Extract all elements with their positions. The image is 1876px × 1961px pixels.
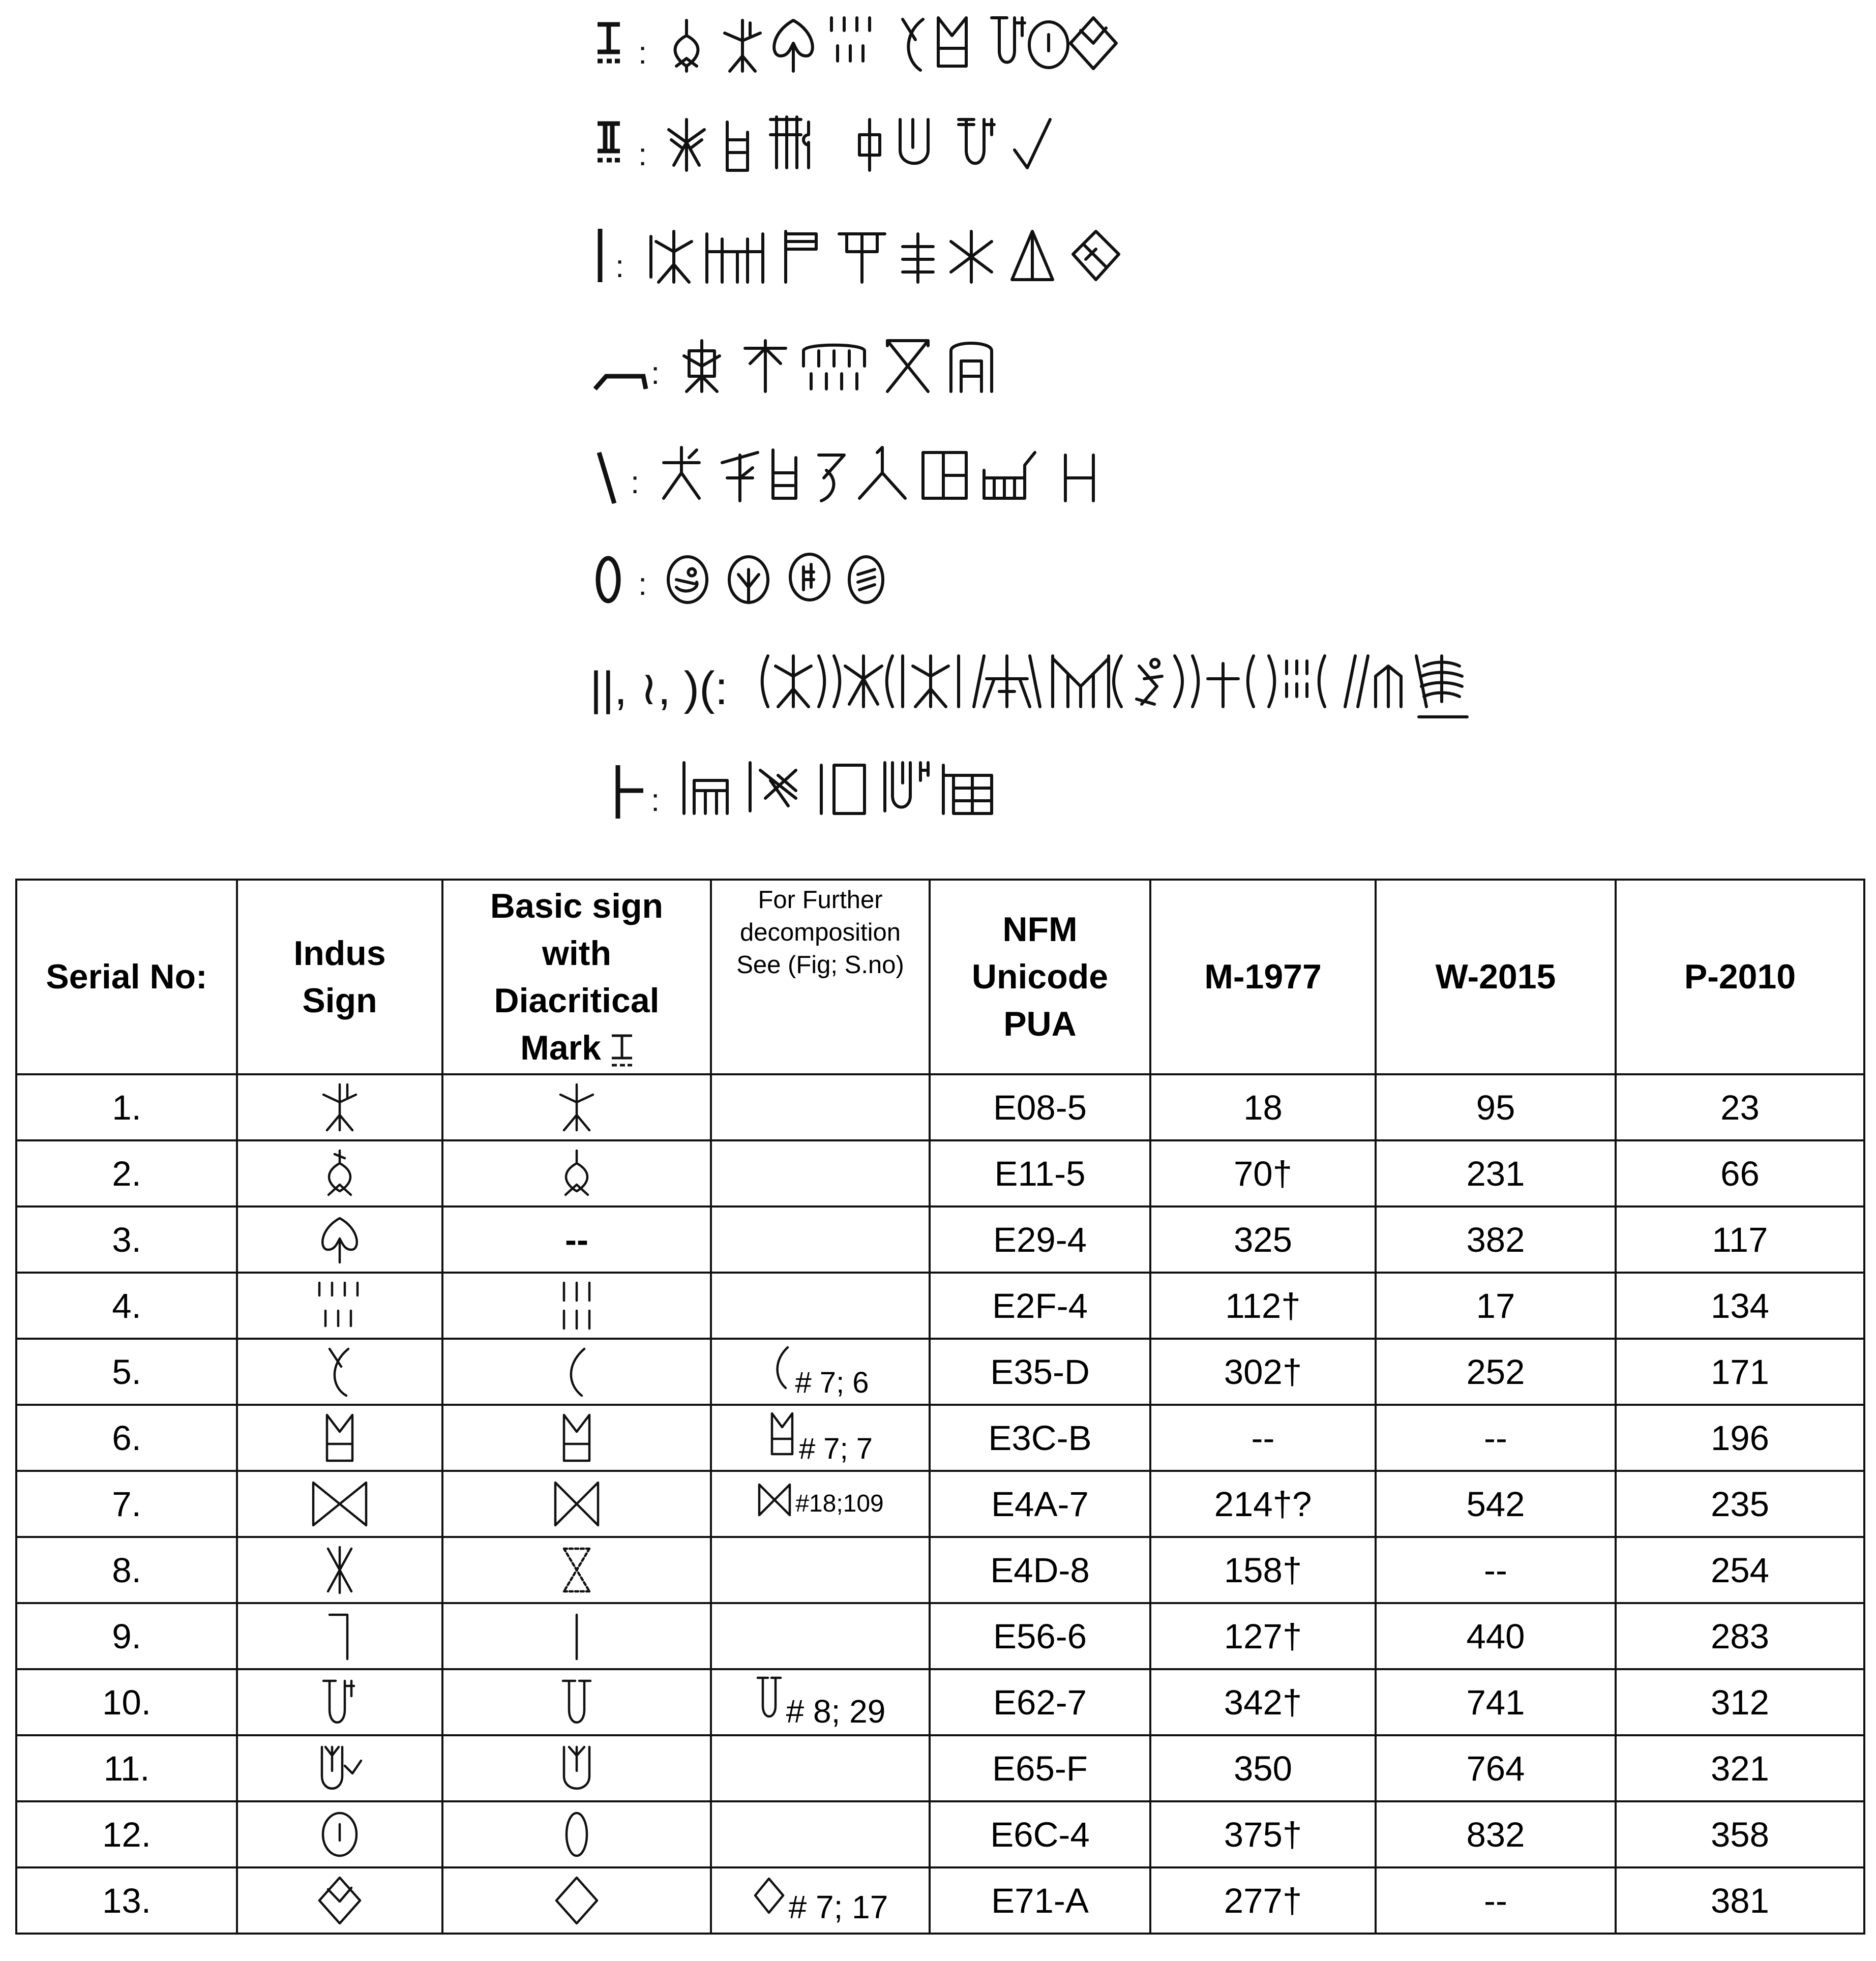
spade-sign xyxy=(774,20,813,71)
ref-trident-jar-icon xyxy=(755,1675,783,1721)
w2015-cell: 95 xyxy=(1376,1074,1616,1140)
p2010-cell: 23 xyxy=(1616,1074,1864,1140)
p2010-cell: 321 xyxy=(1616,1735,1864,1801)
indus-sign-cell xyxy=(237,1273,442,1339)
table-row xyxy=(16,1471,1864,1537)
crossed-stroke-sign xyxy=(903,234,933,282)
basic-sign-cell xyxy=(442,1603,711,1669)
indus-sign-cell xyxy=(237,1140,442,1206)
ref-cell: # 7; 6 xyxy=(711,1339,930,1405)
table-row xyxy=(16,1867,1864,1934)
serial-cell: 6. xyxy=(16,1405,237,1471)
oval-dot-sign xyxy=(1029,22,1068,68)
bracketed-fringed-sign xyxy=(834,656,892,707)
double-box-sign xyxy=(707,234,763,282)
ref-jar-icon xyxy=(768,1411,796,1457)
oval-bird-sign xyxy=(668,557,707,602)
sign-row-3 xyxy=(600,229,1119,284)
barred-trident-sign xyxy=(885,763,928,811)
basic-sign-cell xyxy=(442,1801,711,1867)
serial-cell: 10. xyxy=(16,1669,237,1735)
w2015-cell: 542 xyxy=(1376,1471,1616,1537)
header-m1977: M-1977 xyxy=(1150,880,1376,1074)
indus-sign-cell xyxy=(237,1206,442,1273)
serial-cell: 13. xyxy=(16,1867,237,1934)
ref-cell xyxy=(711,1603,930,1669)
ref-bowtie-icon xyxy=(757,1482,792,1518)
letter-h-sign xyxy=(1065,455,1093,501)
triangle-sign xyxy=(1012,231,1053,280)
basic-sign-cell xyxy=(442,1669,711,1735)
m1977-cell: 127† xyxy=(1150,1603,1376,1669)
w2015-cell: 741 xyxy=(1376,1669,1616,1735)
p2010-cell: 235 xyxy=(1616,1471,1864,1537)
fish-sign xyxy=(675,20,698,71)
fringed-man-sign xyxy=(669,119,704,170)
m1977-cell: 158† xyxy=(1150,1537,1376,1603)
p2010-cell: 66 xyxy=(1616,1140,1864,1206)
nfm-cell: E56-6 xyxy=(930,1603,1150,1669)
arrow-tree-sign xyxy=(745,341,786,391)
p2010-cell: 358 xyxy=(1616,1801,1864,1867)
bracketed-stick-sign xyxy=(1193,656,1254,707)
jar-sign-2 xyxy=(900,119,928,163)
basic-hourglass-icon xyxy=(559,1545,594,1595)
colon: : xyxy=(651,783,660,818)
oval-lines-sign xyxy=(849,557,883,602)
diacritic-sign-list xyxy=(0,0,1876,834)
basic-sign-cell xyxy=(442,1339,711,1405)
arrow-plant-sign xyxy=(722,452,758,501)
pot-ledger-sign xyxy=(773,450,796,498)
colon: : xyxy=(651,356,660,391)
crossed-box-sign xyxy=(887,341,928,391)
barred-ladder-sign xyxy=(750,763,796,811)
w2015-cell: 764 xyxy=(1376,1735,1616,1801)
diamond-sign xyxy=(1070,18,1116,69)
nfm-cell: E35-D xyxy=(930,1339,1150,1405)
header-further: For Further decomposition See (Fig; S.no) xyxy=(711,880,930,1074)
man-strokes-sign xyxy=(651,231,692,282)
indus-sign-cell xyxy=(237,1537,442,1603)
colon: : xyxy=(638,567,647,602)
p2010-cell: 283 xyxy=(1616,1603,1864,1669)
p2010-cell: 196 xyxy=(1616,1405,1864,1471)
spade-sign-icon xyxy=(317,1214,363,1265)
m1977-cell: 214†? xyxy=(1150,1471,1376,1537)
ref-diamond-icon xyxy=(753,1876,786,1917)
oval-dot-sign-icon xyxy=(319,1809,360,1860)
basic-man-icon xyxy=(556,1082,597,1133)
sign-row-4 xyxy=(595,341,992,391)
sign-row-7 xyxy=(590,656,1467,717)
basic-crescent-icon xyxy=(561,1346,592,1397)
m1977-cell: 18 xyxy=(1150,1074,1376,1140)
basic-oval-icon xyxy=(561,1809,592,1860)
nfm-cell: E62-7 xyxy=(930,1669,1150,1735)
w2015-cell: -- xyxy=(1376,1537,1616,1603)
ref-cell xyxy=(711,1801,930,1867)
serial-cell: 4. xyxy=(16,1273,237,1339)
indus-sign-cell xyxy=(237,1867,442,1934)
trident-jar-sign xyxy=(992,18,1025,63)
jar-sign xyxy=(938,18,966,66)
ref-cell: #18;109 xyxy=(711,1471,930,1537)
cross-stick-sign-icon xyxy=(322,1545,358,1595)
basic-fish-icon xyxy=(556,1148,597,1199)
bowtie-sign-icon xyxy=(309,1479,370,1529)
basic-sign-cell xyxy=(442,1735,711,1801)
p2010-cell: 171 xyxy=(1616,1339,1864,1405)
indus-sign-cell xyxy=(237,1669,442,1735)
basic-trident-jar-icon xyxy=(559,1677,594,1728)
slashed-house-sign xyxy=(1345,656,1426,707)
canopy-strokes-sign xyxy=(803,345,865,389)
sign-row-8 xyxy=(618,763,992,819)
ref-cell xyxy=(711,1273,930,1339)
basic-sign-cell xyxy=(442,1273,711,1339)
sign-row-6 xyxy=(598,554,883,602)
nfm-cell: E71-A xyxy=(930,1867,1150,1934)
nfm-cell: E2F-4 xyxy=(930,1273,1150,1339)
w2015-cell: 252 xyxy=(1376,1339,1616,1405)
basic-sign-cell xyxy=(442,1074,711,1140)
left-tack-marker xyxy=(618,765,643,819)
crescent-sign-icon xyxy=(322,1346,358,1397)
m1977-cell: 112† xyxy=(1150,1273,1376,1339)
fence-sign xyxy=(770,117,809,168)
indus-sign-cell xyxy=(237,1339,442,1405)
bound-man-sign xyxy=(684,341,720,391)
cube-diamond-sign xyxy=(1073,231,1119,280)
indus-sign-cell xyxy=(237,1074,442,1140)
double-bracket-marker xyxy=(598,124,620,160)
colon: : xyxy=(638,36,647,71)
m1977-cell: -- xyxy=(1150,1405,1376,1471)
strokes-sign-icon xyxy=(314,1280,365,1331)
pair-markers-label: ||, ≀, )(: xyxy=(590,662,728,714)
indus-sign-cell xyxy=(237,1603,442,1669)
m1977-cell: 277† xyxy=(1150,1867,1376,1934)
tree-fence-sign xyxy=(839,234,885,282)
barred-tree-sign xyxy=(1053,656,1109,707)
w2015-cell: 231 xyxy=(1376,1140,1616,1206)
table-row xyxy=(16,1140,1864,1206)
m1977-cell: 70† xyxy=(1150,1140,1376,1206)
oval-grid-sign xyxy=(790,554,829,600)
p2010-cell: 381 xyxy=(1616,1867,1864,1934)
serial-cell: 7. xyxy=(16,1471,237,1537)
slanted-bound-sign xyxy=(974,656,1040,707)
serial-cell: 3. xyxy=(16,1206,237,1273)
m1977-cell: 342† xyxy=(1150,1669,1376,1735)
basic-sign-cell xyxy=(442,1471,711,1537)
check-sign xyxy=(1015,119,1050,168)
ref-cell xyxy=(711,1735,930,1801)
hook-sign-icon xyxy=(324,1611,355,1662)
asterisk-sign xyxy=(951,231,992,282)
ref-cell xyxy=(711,1074,930,1140)
roof-marker xyxy=(595,376,646,389)
table-row xyxy=(16,1273,1864,1339)
barred-bracket-sign xyxy=(821,765,865,813)
ref-cell xyxy=(711,1140,930,1206)
nfm-cell: E08-5 xyxy=(930,1074,1150,1140)
table-row xyxy=(16,1801,1864,1867)
w2015-cell: 440 xyxy=(1376,1603,1616,1669)
diacritic-bracket-marker xyxy=(598,24,620,61)
man-sign-icon xyxy=(319,1082,360,1133)
header-indus-sign: Indus Sign xyxy=(237,880,442,1074)
strokes-sign xyxy=(831,18,870,61)
serial-cell: 8. xyxy=(16,1537,237,1603)
bracketed-strokes-sign xyxy=(1269,656,1325,707)
table-row xyxy=(16,1669,1864,1735)
bracketed-man-sign xyxy=(762,656,825,707)
basic-strokes-icon xyxy=(556,1280,597,1331)
m1977-cell: 375† xyxy=(1150,1801,1376,1867)
flag-sign xyxy=(786,231,816,282)
table-row xyxy=(16,1537,1864,1603)
table-row xyxy=(16,1735,1864,1801)
hat-box-sign xyxy=(951,343,992,391)
colon: : xyxy=(638,137,647,172)
nfm-cell: E11-5 xyxy=(930,1140,1150,1206)
comb-sign xyxy=(727,122,748,170)
w2015-cell: 832 xyxy=(1376,1801,1616,1867)
nfm-cell: E3C-B xyxy=(930,1405,1150,1471)
man-sign xyxy=(725,20,760,71)
oval-tree-sign xyxy=(729,557,768,602)
oval-marker xyxy=(598,558,618,601)
table-row xyxy=(16,1603,1864,1669)
table-row xyxy=(16,1206,1864,1273)
divided-box-sign xyxy=(923,452,966,498)
person-legs-sign xyxy=(859,447,905,498)
basic-sign-cell xyxy=(442,1140,711,1206)
ref-cell: # 7; 17 xyxy=(711,1867,930,1934)
forked-jar-sign-icon xyxy=(314,1743,365,1794)
w2015-cell: -- xyxy=(1376,1405,1616,1471)
diamond-sign-icon xyxy=(317,1875,363,1926)
serial-cell: 5. xyxy=(16,1339,237,1405)
table-row xyxy=(16,1405,1864,1471)
nfm-cell: E65-F xyxy=(930,1735,1150,1801)
fish-sign-icon xyxy=(319,1148,360,1199)
m1977-cell: 325 xyxy=(1150,1206,1376,1273)
colon: : xyxy=(631,465,640,500)
header-basic-sign: Basic sign with Diacritical Mark xyxy=(442,880,711,1074)
nfm-cell: E4D-8 xyxy=(930,1537,1150,1603)
colon: : xyxy=(615,249,624,284)
header-p2010: P-2010 xyxy=(1616,880,1864,1074)
w2015-cell: 382 xyxy=(1376,1206,1616,1273)
trident-jar-sign-2 xyxy=(959,119,994,163)
basic-stroke-icon xyxy=(567,1611,587,1662)
indus-sign-cell xyxy=(237,1735,442,1801)
m1977-cell: 350 xyxy=(1150,1735,1376,1801)
hook-sign xyxy=(819,455,844,501)
basic-forked-jar-icon xyxy=(556,1743,597,1794)
basic-jar-icon xyxy=(559,1412,594,1463)
p2010-cell: 117 xyxy=(1616,1206,1864,1273)
nfm-cell: E4A-7 xyxy=(930,1471,1150,1537)
diacritic-mark-icon xyxy=(611,1033,633,1068)
w2015-cell: 17 xyxy=(1376,1273,1616,1339)
sign-row-5 xyxy=(599,447,1093,503)
serial-cell: 2. xyxy=(16,1140,237,1206)
lantern-sign xyxy=(859,119,880,170)
w2015-cell: -- xyxy=(1376,1867,1616,1934)
backslash-marker xyxy=(599,452,614,503)
basic-bowtie-icon xyxy=(551,1479,602,1529)
nfm-cell: E29-4 xyxy=(930,1206,1150,1273)
basic-diamond-icon xyxy=(554,1875,600,1926)
table-header-row xyxy=(16,880,1864,1074)
nfm-cell: E6C-4 xyxy=(930,1801,1150,1867)
sign-row-2 xyxy=(598,117,1050,172)
basic-sign-cell xyxy=(442,1537,711,1603)
jar-sign-icon xyxy=(322,1412,358,1463)
header-nfm: NFM Unicode PUA xyxy=(930,880,1150,1074)
p2010-cell: 254 xyxy=(1616,1537,1864,1603)
barred-grid-sign xyxy=(943,765,992,813)
table-row xyxy=(16,1339,1864,1405)
trident-jar-sign-icon xyxy=(319,1677,360,1728)
stairs-box-sign xyxy=(984,452,1035,498)
basic-sign-cell: -- xyxy=(442,1206,711,1273)
serial-cell: 9. xyxy=(16,1603,237,1669)
m1977-cell: 302† xyxy=(1150,1339,1376,1405)
ref-cell xyxy=(711,1537,930,1603)
header-w2015: W-2015 xyxy=(1376,880,1616,1074)
barred-comb-sign xyxy=(684,763,727,813)
serial-cell: 1. xyxy=(16,1074,237,1140)
indus-sign-table xyxy=(15,879,1865,1935)
indus-sign-cell xyxy=(237,1471,442,1537)
basic-sign-cell xyxy=(442,1405,711,1471)
stooped-man-sign xyxy=(664,447,699,498)
header-serial: Serial No: xyxy=(16,880,237,1074)
crescent-sign xyxy=(903,19,923,70)
ref-cell: # 7; 7 xyxy=(711,1405,930,1471)
indus-sign-cell xyxy=(237,1405,442,1471)
p2010-cell: 134 xyxy=(1616,1273,1864,1339)
indus-sign-cell xyxy=(237,1801,442,1867)
ref-cell xyxy=(711,1206,930,1273)
ref-crescent-icon xyxy=(771,1345,792,1391)
ref-cell: # 8; 29 xyxy=(711,1669,930,1735)
sign-row-1 xyxy=(598,18,1116,71)
table-row xyxy=(16,1074,1864,1140)
barred-man-sign xyxy=(903,656,959,707)
bracketed-figure-sign xyxy=(1114,656,1182,707)
serial-cell: 12. xyxy=(16,1801,237,1867)
p2010-cell: 312 xyxy=(1616,1669,1864,1735)
basic-sign-cell xyxy=(442,1867,711,1934)
serial-cell: 11. xyxy=(16,1735,237,1801)
